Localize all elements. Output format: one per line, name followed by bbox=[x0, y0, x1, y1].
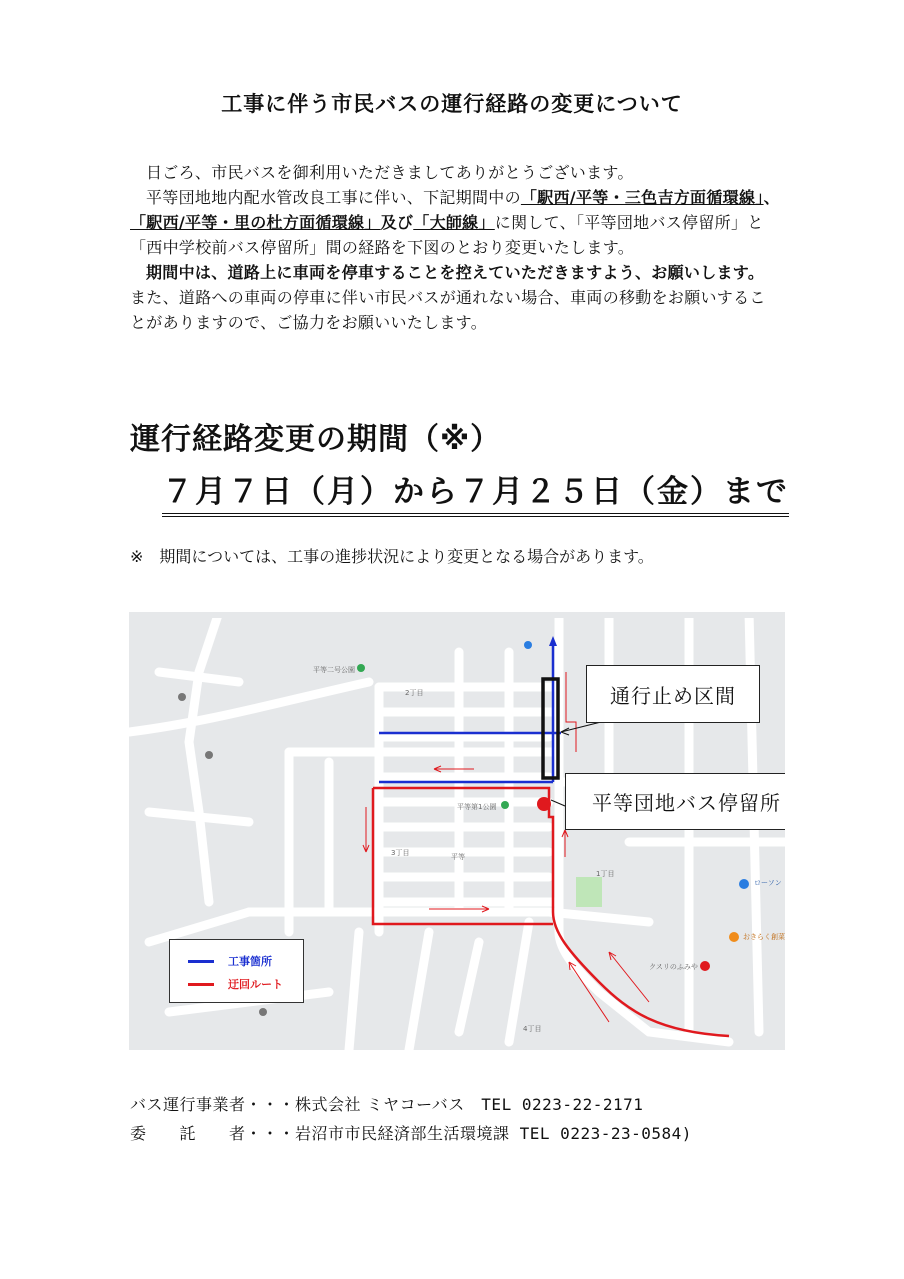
commissioner-label: 委 託 者・・・岩沼市市民経済部生活環境課 bbox=[130, 1124, 510, 1143]
intro-paragraph bbox=[130, 160, 780, 335]
map-label-lawson: ローソン bbox=[754, 879, 782, 887]
map-label-okiraku: おきらく創菜 bbox=[743, 933, 785, 941]
period-heading: 運行経路変更の期間（※） bbox=[130, 422, 502, 457]
route-separator: 、 bbox=[763, 188, 780, 207]
legend-construction-label: 工事箇所 bbox=[228, 955, 272, 968]
route-change-tail: に関して、「平等団地バス停留所」と「西中学校前バス停留所」間の経路を下図のとおり変更いたします。 bbox=[130, 213, 764, 257]
route-change-text bbox=[130, 185, 780, 260]
legend-detour bbox=[188, 976, 283, 992]
map-label-area: 平等 bbox=[451, 853, 465, 861]
legend-detour-label: 迂回ルート bbox=[228, 978, 283, 991]
map-label-shop: クスリのふみや bbox=[649, 963, 698, 971]
map-label-block4: 4丁目 bbox=[523, 1025, 542, 1033]
map-label-block1: 1丁目 bbox=[596, 870, 615, 878]
legend-construction-swatch bbox=[188, 960, 214, 963]
map-label-park2: 平等第1公園 bbox=[457, 803, 497, 811]
greeting-line: 日ごろ、市民バスを御利用いただきましてありがとうございます。 bbox=[146, 163, 634, 182]
commissioner-tel: TEL 0223-23-0584) bbox=[509, 1124, 692, 1143]
map-label-block2: 2丁目 bbox=[405, 689, 424, 697]
callout-closed-section: 通行止め区間 bbox=[586, 665, 760, 723]
footer-commissioner bbox=[130, 1121, 692, 1144]
period-dates: ７月７日（月）から７月２５日（金）まで bbox=[162, 466, 789, 517]
route-name-1: 「駅西/平等・三色吉方面循環線」 bbox=[520, 188, 764, 207]
footer-operator bbox=[130, 1092, 643, 1115]
legend-construction bbox=[188, 953, 272, 969]
period-note: ※ 期間については、工事の進捗状況により変更となる場合があります。 bbox=[130, 547, 654, 566]
route-map bbox=[129, 612, 785, 1050]
page-title: 工事に伴う市民バスの運行経路の変更について bbox=[221, 92, 683, 116]
operator-label: バス運行事業者・・・株式会社 ミヤコーバス bbox=[130, 1095, 465, 1114]
route-name-2: 「駅西/平等・里の杜方面循環線」 bbox=[130, 213, 381, 232]
callout-bus-stop: 平等団地バス停留所 bbox=[565, 773, 785, 830]
request-bold: 期間中は、道路上に車両を停車することを控えていただきますよう、お願いします。 bbox=[146, 263, 765, 282]
operator-tel: TEL 0223-22-2171 bbox=[464, 1095, 644, 1114]
map-label-block3: 3丁目 bbox=[391, 849, 410, 857]
route-name-3: 「大師線」 bbox=[413, 213, 495, 232]
legend-detour-swatch bbox=[188, 983, 214, 986]
request-text bbox=[130, 260, 780, 335]
route-conjunction: 及び bbox=[380, 213, 414, 232]
map-legend bbox=[169, 939, 304, 1003]
route-change-lead: 平等団地地内配水管改良工事に伴い、下記期間中の bbox=[146, 188, 521, 207]
request-rest: また、道路への車両の停車に伴い市民バスが通れない場合、車両の移動をお願いすることがありますので、ご協力をお願いいたします。 bbox=[130, 288, 766, 332]
map-label-park1: 平等二号公園 bbox=[313, 666, 355, 674]
